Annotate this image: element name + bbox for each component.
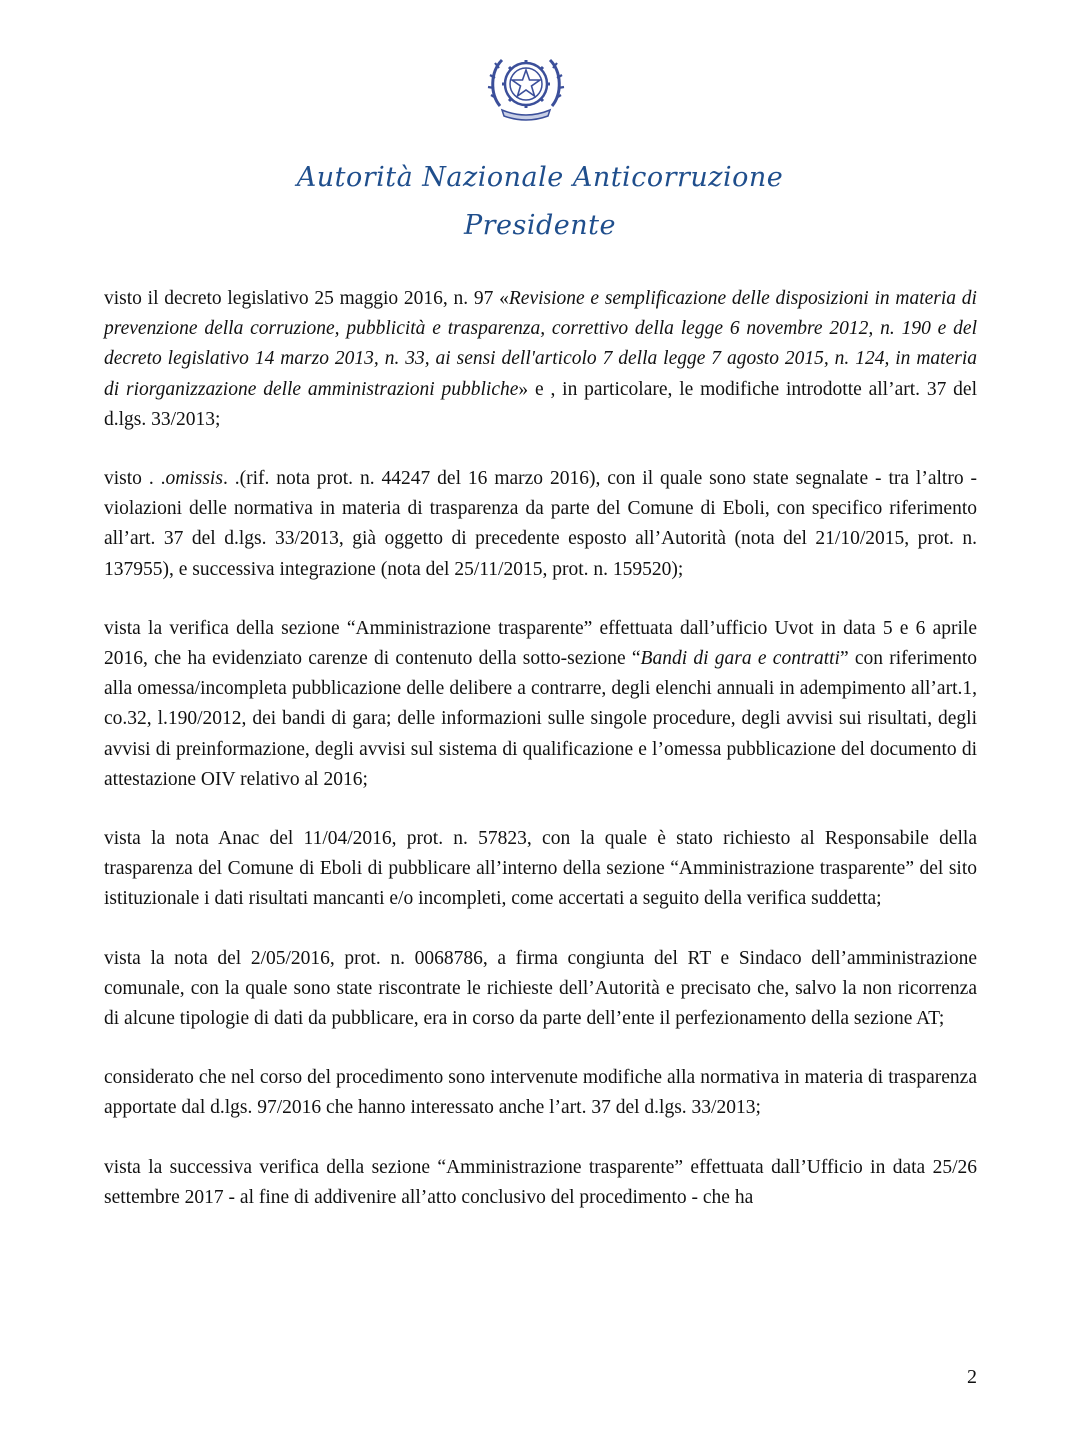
text-segment: vista la nota Anac del 11/04/2016, prot. n. 57823, con la quale è stato richiesto al Responsabile della trasparenza del Comune di Eboli di pubblicare all’interno della sezione “Amministrazione trasparente” del sito istituzionale i dati risultati mancanti e/o incompleti, come accertati a seguito della verifica suddetta; — [104, 828, 977, 910]
text-segment-italic: Bandi di gara e contratti — [640, 648, 840, 670]
text-segment: vista la nota del 2/05/2016, prot. n. 0068786, a firma congiunta del RT e Sindaco dell’amministrazione comunale, con la quale sono state riscontrate le richieste dell’Autorità e precisato che, salvo la non ricorrenza di alcune tipologie di dati da pubblicare, era in corso da parte dell’ente il perfezionamento della sezione AT; — [104, 947, 977, 1030]
paragraph — [104, 1063, 977, 1123]
paragraph — [104, 944, 977, 1035]
text-segment-italic: Revisione e semplificazione delle disposizioni in materia di prevenzione della corruzione, pubblicità e trasparenza, correttivo della legge 6 novembre 2012, n. 190 e del decreto legislativo 14 marzo 2013, n. 33, ai sensi dell'articolo 7 della legge 7 agosto 2015, n. 124, in materia di riorganizzazione delle amministrazioni pubbliche — [104, 288, 977, 400]
text-segment: . .(rif. nota prot. n. 44247 del 16 marzo 2016), con il quale sono state segnalate - tra l’altro - violazioni delle normativa in materia di trasparenza da parte del Comune di Eboli, con specifico riferimento all’art. 37 del d.lgs. 33/2013, già oggetto di precedente esposto all’Autorità (nota del 21/10/2015, prot. n. 137955), e successiva integrazione (nota del 25/11/2015, prot. n. 159520); — [104, 468, 977, 580]
paragraph — [104, 614, 977, 795]
text-segment: visto . . — [104, 468, 166, 490]
paragraph — [104, 284, 977, 435]
document-body — [104, 284, 977, 1213]
text-segment-italic: omissis — [165, 468, 223, 490]
paragraph — [104, 1153, 977, 1213]
office-title: Presidente — [463, 210, 617, 241]
paragraph — [104, 464, 977, 585]
text-segment: vista la successiva verifica della sezione “Amministrazione trasparente” effettuata dall’Ufficio in data 25/26 settembre 2017 - al fine di addivenire all’atto conclusivo del procedimento - che ha — [104, 1156, 977, 1208]
authority-name: Autorità Nazionale Anticorruzione — [296, 162, 784, 193]
text-segment: considerato che nel corso del procedimento sono intervenute modifiche alla normativa in materia di trasparenza apportate dal d.lgs. 97/2016 che hanno interessato anche l’art. 37 del d.lgs. 33/2013; — [104, 1067, 977, 1119]
paragraph — [104, 824, 977, 915]
italian-republic-emblem-icon — [486, 46, 566, 124]
text-segment: » e , in particolare, le modifiche introdotte all’art. 37 del d.lgs. 33/2013; — [104, 378, 978, 430]
page-number: 2 — [967, 1366, 977, 1388]
text-segment: vista la verifica della sezione “Amministrazione trasparente” effettuata dall’ufficio Uvot in data 5 e 6 aprile 2016, che ha evidenziato carenze di contenuto della sotto-sezione “ — [104, 617, 977, 670]
text-segment: visto il decreto legislativo 25 maggio 2016, n. 97 « — [104, 288, 509, 309]
text-segment: ” con riferimento alla omessa/incompleta pubblicazione delle delibere a contrarre, degli elenchi annuali in adempimento all’art.1, co.32, l.190/2012, dei bandi di gara; delle informazioni sulle singole procedure, degli avvisi sui risultati, degli avvisi di preinformazione, degli avvisi sul sistema di qualificazione e l’omessa pubblicazione del documento di attestazione OIV relativo al 2016; — [104, 648, 977, 790]
